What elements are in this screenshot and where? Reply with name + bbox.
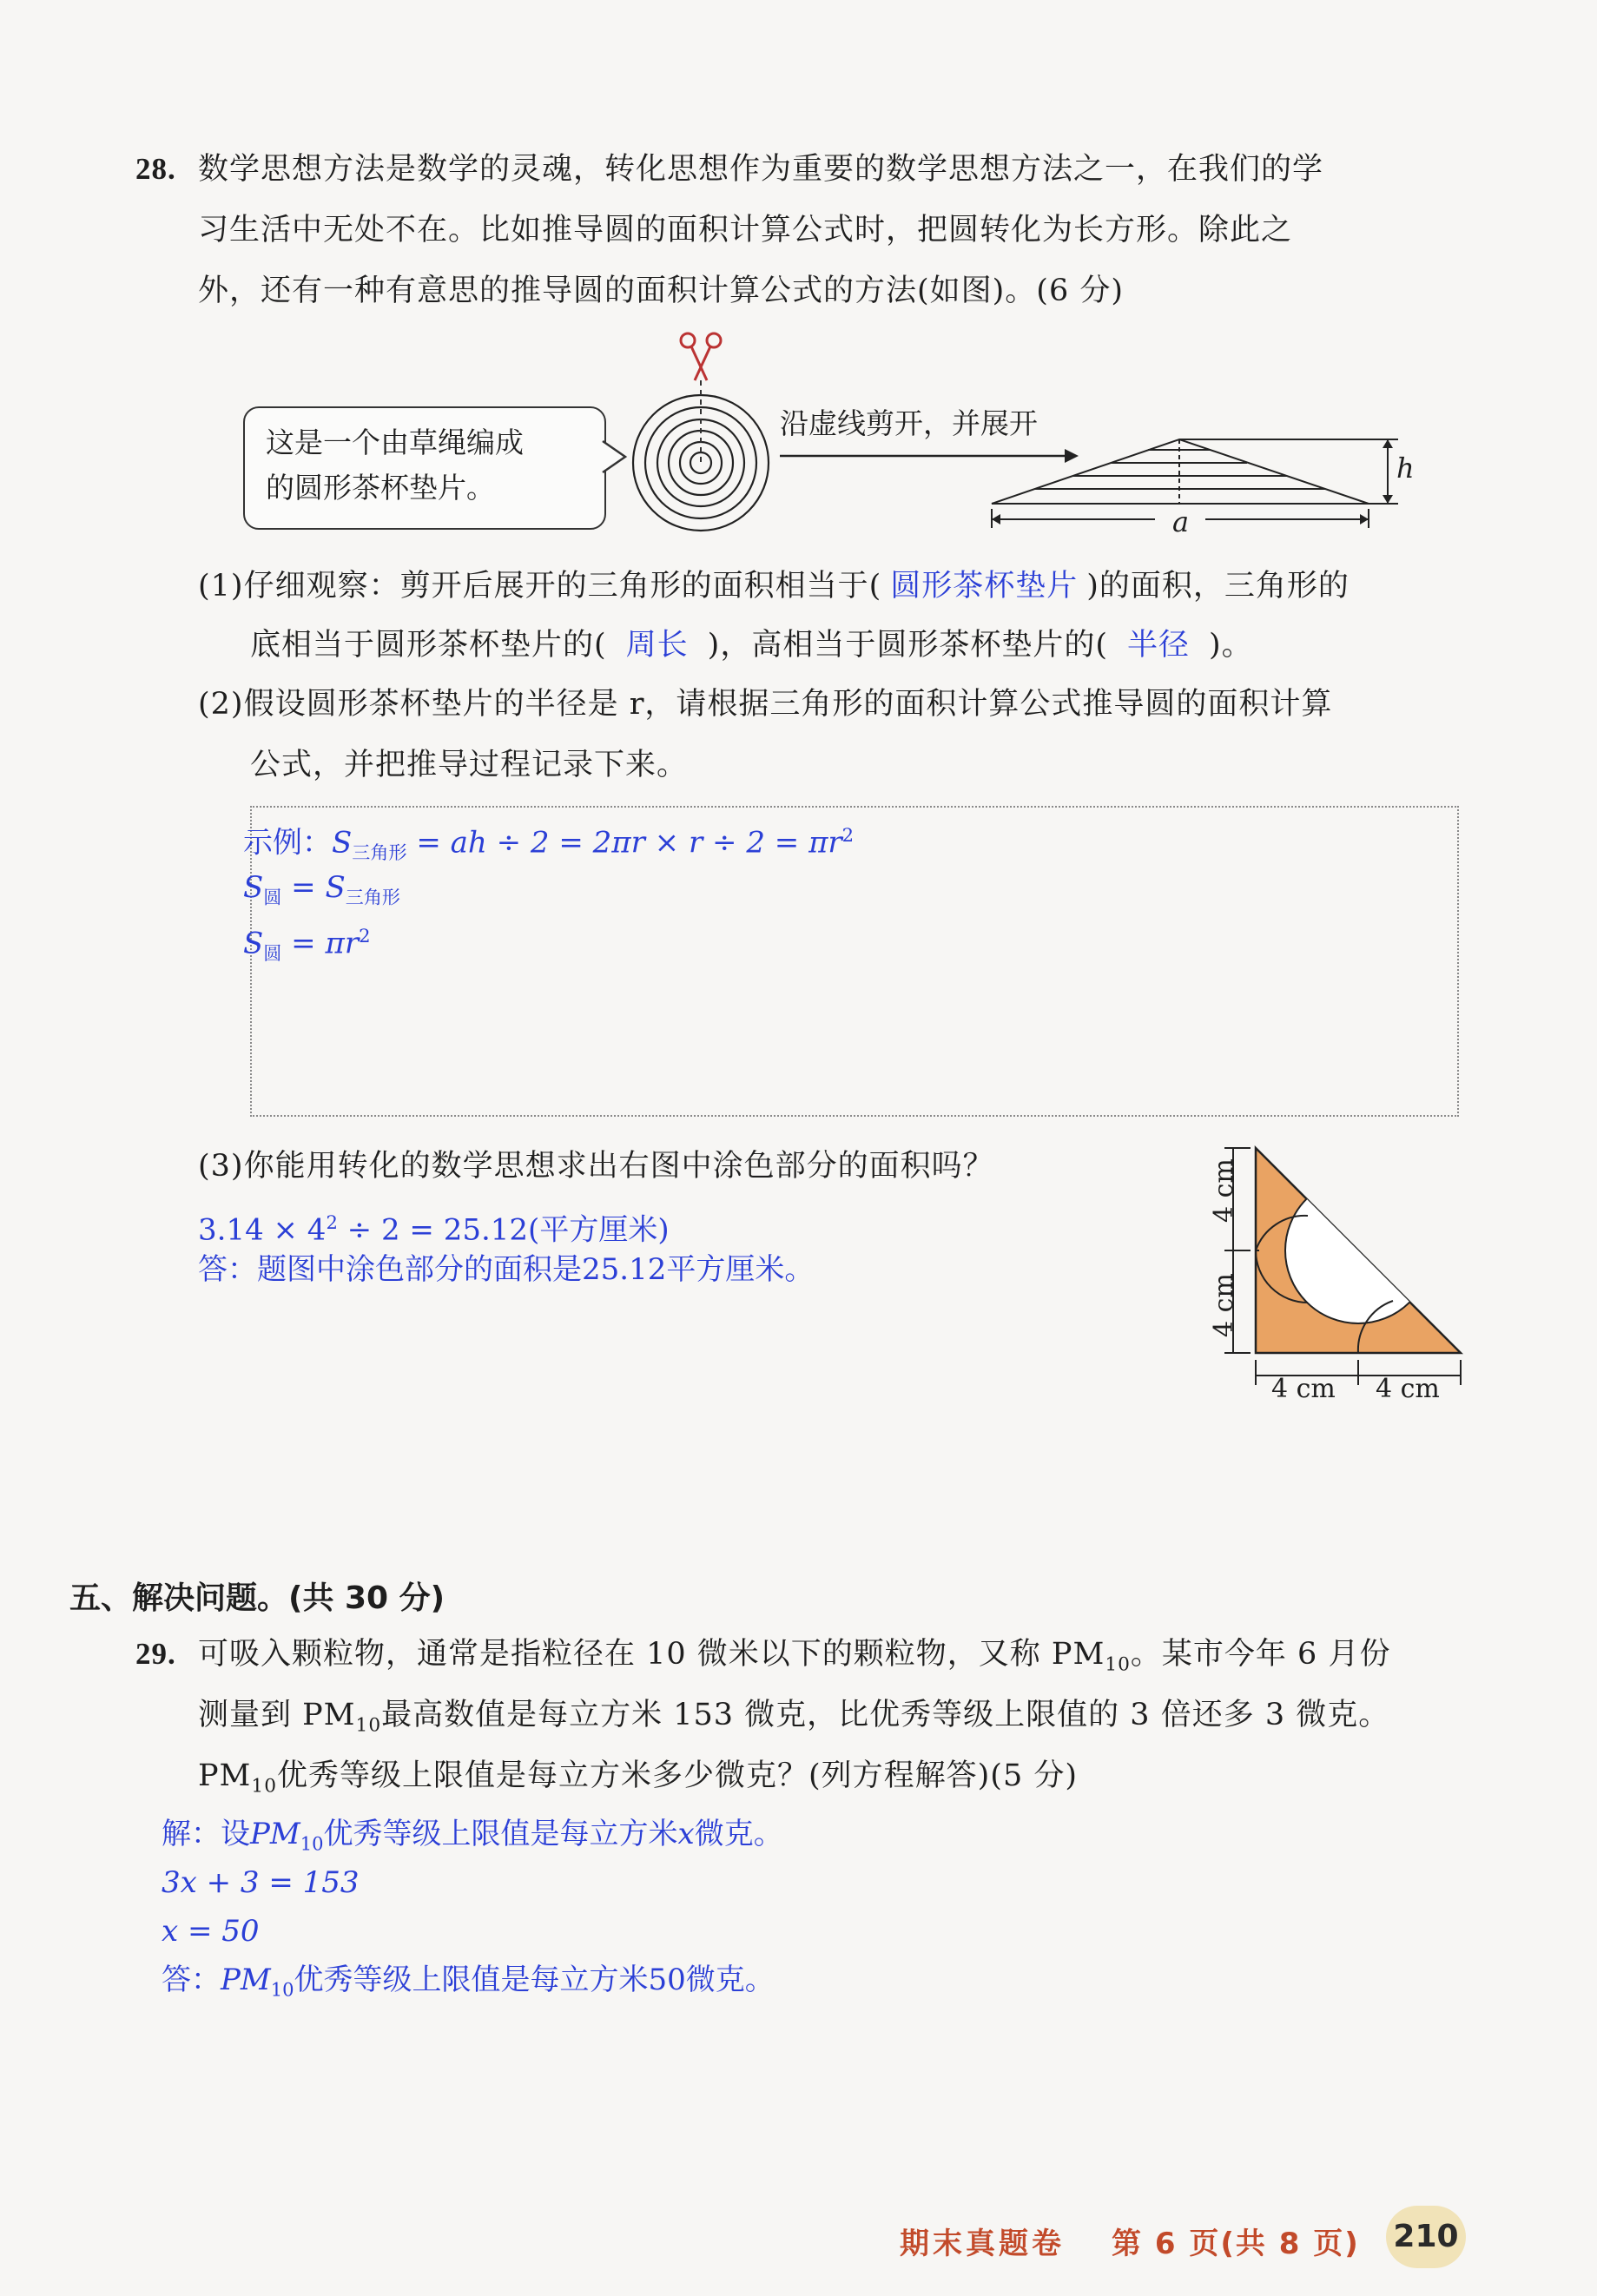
- label-a: a: [1172, 505, 1190, 538]
- dim-left-bottom: 4 cm: [1209, 1273, 1239, 1337]
- question-29-line-3: [198, 1745, 1078, 1818]
- q29-solution-2: 3x + 3 = 153: [162, 1865, 360, 1900]
- calc-sup: 2: [326, 1211, 338, 1233]
- q28-p1-end: )。: [1209, 628, 1253, 663]
- sol4-pm: PM: [221, 1963, 271, 1997]
- question-28-line-1: 数学思想方法是数学的灵魂，转化思想作为重要的数学思想方法之一，在我们的学: [198, 152, 1324, 187]
- q28-p1-mid2: )，高相当于圆形茶杯垫片的(: [707, 628, 1108, 663]
- q29-sub-1: 10: [1105, 1653, 1131, 1676]
- derivation-sup-1: 2: [841, 824, 855, 846]
- q29-line3-a: PM: [198, 1758, 252, 1793]
- question-29-number: 29.: [135, 1637, 176, 1671]
- q29-line1-b: 。某市今年 6 月份: [1130, 1637, 1391, 1672]
- label-h: h: [1396, 452, 1415, 485]
- derivation-s-2: S: [243, 870, 264, 905]
- dim-left-top: 4 cm: [1209, 1158, 1239, 1223]
- answer-blank-3: 半径: [1126, 628, 1190, 663]
- q28-p1-line-1: [198, 556, 1350, 617]
- calc-part-a: 3.14 × 4: [198, 1212, 327, 1248]
- sol4-a: 答：: [162, 1963, 221, 1997]
- speech-bubble: [243, 406, 606, 530]
- arrow-label: 沿虚线剪开，并展开: [780, 406, 1038, 440]
- q28-p1-line-2: [250, 615, 1253, 676]
- section-5-title: 五、解决问题。(共 30 分): [69, 1580, 445, 1616]
- q29-sub-3: 10: [251, 1775, 277, 1798]
- q28-p3-answer: 答：题图中涂色部分的面积是25.12平方厘米。: [198, 1252, 815, 1287]
- sol1-sub: 10: [300, 1832, 324, 1855]
- footer-title: 期末真题卷: [900, 2227, 1065, 2261]
- triangle-figure: [981, 431, 1442, 544]
- sol1-c: 微克。: [694, 1817, 783, 1851]
- derivation-sub-circle-2: 圆: [263, 886, 282, 908]
- answer-blank-2: 周长: [625, 628, 689, 663]
- calc-part-b: ÷ 2 = 25.12(平方厘米): [337, 1212, 670, 1248]
- derivation-sup-3: 2: [359, 925, 371, 947]
- dim-bottom-left: 4 cm: [1271, 1374, 1336, 1404]
- coaster-figure: [627, 328, 775, 537]
- derivation-prefix: 示例：: [243, 825, 332, 861]
- q29-line2-a: 测量到 PM: [198, 1698, 356, 1732]
- derivation-s-3: S: [243, 926, 264, 961]
- q28-p1-pre: (1)仔细观察：剪开后展开的三角形的面积相当于(: [198, 569, 882, 604]
- scissors-icon: [681, 333, 721, 380]
- dim-bottom-right: 4 cm: [1376, 1374, 1440, 1404]
- sol1-x: x: [677, 1817, 695, 1851]
- sol4-b: 优秀等级上限值是每立方米50微克。: [294, 1963, 775, 1997]
- q29-line3-b: 优秀等级上限值是每立方米多少微克？(列方程解答)(5 分): [277, 1758, 1079, 1793]
- sol1-pm: PM: [250, 1817, 300, 1851]
- white-region: [1285, 1178, 1431, 1323]
- bubble-line-2: 的圆形茶杯垫片。: [266, 471, 495, 505]
- sol1-b: 优秀等级上限值是每立方米: [323, 1817, 678, 1851]
- q28-p2-line-2: 公式，并把推导过程记录下来。: [250, 748, 689, 782]
- derivation-rhs-3: = πr: [281, 926, 360, 961]
- sol4-sub: 10: [270, 1978, 294, 2001]
- sol1-a: 解：设: [162, 1817, 250, 1851]
- q29-line1-a: 可吸入颗粒物，通常是指粒径在 10 微米以下的颗粒物，又称 PM: [198, 1637, 1105, 1672]
- answer-blank-1: 圆形茶杯垫片: [890, 569, 1079, 604]
- q28-p3-question: (3)你能用转化的数学思想求出右图中涂色部分的面积吗？: [198, 1149, 994, 1184]
- question-28-number: 28.: [135, 152, 176, 186]
- derivation-sub-triangle-1: 三角形: [352, 841, 407, 864]
- footer-page-info: 第 6 页(共 8 页): [1112, 2227, 1360, 2261]
- q28-p1-pre2: 底相当于圆形茶杯垫片的(: [250, 628, 607, 663]
- derivation-rhs-1: = ah ÷ 2 = 2πr × r ÷ 2 = πr: [406, 825, 842, 861]
- q28-p1-mid1: )的面积，三角形的: [1086, 569, 1350, 604]
- q29-solution-3: x = 50: [162, 1914, 260, 1949]
- question-28-line-3: 外，还有一种有意思的推导圆的面积计算公式的方法(如图)。(6 分): [198, 274, 1125, 308]
- derivation-s-1: S: [332, 825, 353, 861]
- q28-p2-line-1: (2)假设圆形茶杯垫片的半径是 r，请根据三角形的面积计算公式推导圆的面积计算: [198, 687, 1333, 722]
- derivation-line-3: [243, 912, 371, 978]
- q29-solution-4: [162, 1956, 775, 2014]
- page-number: 210: [1386, 2206, 1466, 2268]
- derivation-eq-2: = S: [281, 870, 346, 905]
- derivation-sub-triangle-2: 三角形: [345, 886, 401, 908]
- derivation-sub-circle-3: 圆: [263, 942, 282, 965]
- q29-line2-b: 最高数值是每立方米 153 微克，比优秀等级上限值的 3 倍还多 3 微克。: [381, 1698, 1390, 1732]
- question-28-line-2: 习生活中无处不在。比如推导圆的面积计算公式时，把圆转化为长方形。除此之: [198, 213, 1293, 247]
- shaded-triangle-figure: [1207, 1138, 1494, 1424]
- q29-sub-2: 10: [355, 1714, 382, 1737]
- bubble-line-1: 这是一个由草绳编成: [266, 426, 524, 459]
